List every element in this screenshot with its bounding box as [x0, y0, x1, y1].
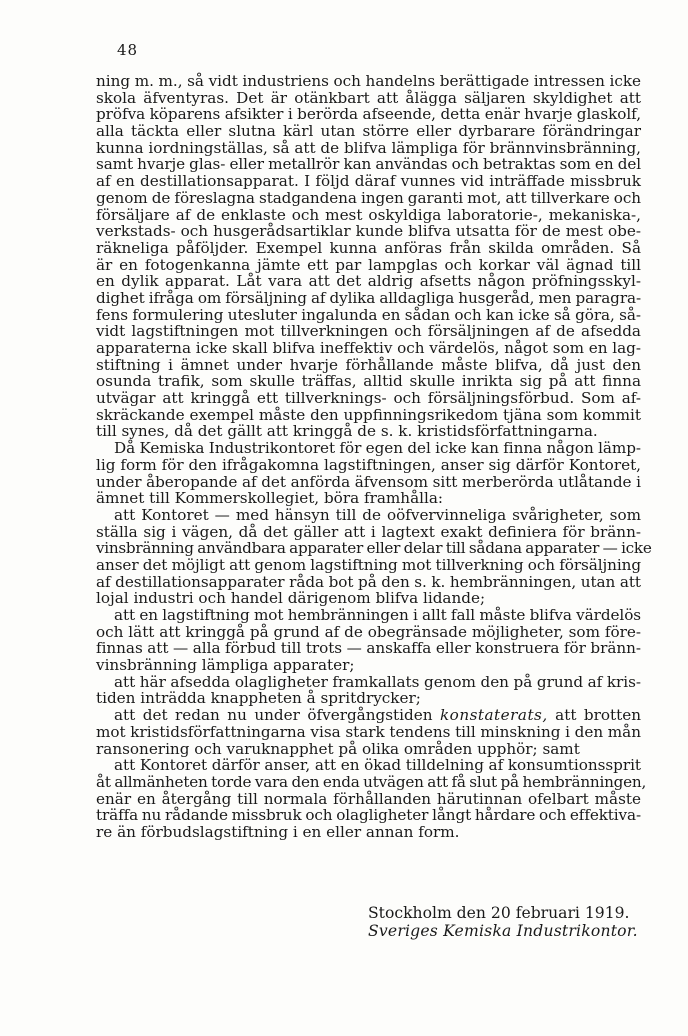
text-line: dighet ifråga om försäljning af dylika alldagliga husgeråd, men paragra-: [96, 288, 641, 307]
text-line: åt allmänheten torde vara den enda utvägen att få slut på hembränningen,: [96, 772, 647, 791]
text-line: osunda trafik, som skulle träffas, alltid skulle inrikta sig på att finna: [96, 372, 641, 391]
text-line: under åberopande af det anförda äfvensom sitt merberörda utlåtande i: [96, 472, 641, 491]
text-line: ämnet till Kommerskollegiet, böra framhålla:: [96, 489, 444, 508]
body-text: [96, 72, 652, 841]
text-line: att Kontoret därför anser, att en ökad tilldelning af konsumtionssprit: [114, 756, 641, 775]
text-line: att här afsedda olagligheter framkallats genom den på grund af kris-: [114, 672, 641, 691]
text-line: stiftning i ämnet under hvarje förhållande måste blifva, då just den: [96, 355, 641, 374]
text-line: tiden inträdda knappheten å spritdrycker;: [96, 689, 421, 708]
emphasized-word: konstaterats,: [439, 706, 548, 725]
text-line: räkneliga påföljder. Exempel kunna anföras från skilda områden. Så: [96, 238, 641, 257]
text-line: mot kristidsförfattningarna visa stark tendens till minskning i den mån: [96, 722, 641, 741]
text-line: lojal industri och handel därigenom blifva lidande;: [96, 589, 486, 608]
signature-place-date: Stockholm den 20 februari 1919.: [368, 904, 630, 922]
text-line: enär en återgång till normala förhållanden härutinnan ofelbart måste: [96, 789, 641, 808]
text-line: alla täckta eller slutna kärl utan större eller dyrbarare förändringar: [96, 122, 641, 141]
signature-organization: Sveriges Kemiska Industrikontor.: [368, 922, 638, 940]
text-line: ning m. m., så vidt industriens och handelns berättigade intressen icke: [96, 72, 641, 90]
text-line: anser det möjligt att genom lagstiftning mot tillverkning och försäljning: [96, 555, 641, 574]
text-line: verkstads- och husgerådsartiklar kunde blifva utsatta för de mest obe-: [96, 222, 641, 241]
text-line: pröfva köparens afsikter i berörda afseende, detta enär hvarje glaskolf,: [96, 105, 641, 124]
text-line: apparaterna icke skall blifva ineffektiv och värdelös, något som en lag-: [96, 339, 641, 357]
text-line: ransonering och varuknapphet på olika områden upphör; samt: [96, 739, 580, 758]
text-line: vinsbränning lämpliga apparater;: [96, 656, 355, 675]
text-line: utvägar att kringgå ett tillverknings- och försäljningsförbud. Som af-: [96, 389, 641, 408]
text-segment: att brotten: [555, 706, 642, 725]
text-line: [96, 707, 641, 724]
text-line: en dylik apparat. Låt vara att det aldrig afsetts någon pröfningsskyl-: [96, 272, 641, 291]
page-number: 48: [117, 41, 139, 59]
text-line: är en fotogenkanna jämte ett par lampglas och korkar väl ägnad till: [96, 255, 641, 274]
signature-block: [368, 904, 638, 940]
text-line: vinsbränning användbara apparater eller delar till sådana apparater — icke: [96, 539, 652, 558]
text-line: att en lagstiftning mot hembränningen i allt fall måste blifva värdelös: [114, 606, 641, 624]
text-line: fens formulering utesluter ingalunda en sådan och kan icke så göra, så-: [96, 305, 641, 324]
text-line: af destillationsapparater råda bot på den s. k. hembränningen, utan att: [96, 572, 641, 591]
text-segment: att det redan nu under öfvergångstiden: [114, 706, 433, 725]
text-line: genom de föreslagna stadgandena ingen garanti mot, att tillverkare och: [96, 188, 641, 207]
text-line: skräckande exempel måste den uppfinningsrikedom tjäna som kommit: [96, 405, 641, 424]
text-line: vidt lagstiftningen mot tillverkningen och försäljningen af de afsedda: [96, 322, 641, 341]
text-line: träffa nu rådande missbruk och olagligheter långt hårdare och effektiva-: [96, 806, 641, 825]
text-line: finnas att — alla förbud till trots — anskaffa eller konstruera för bränn-: [96, 639, 641, 658]
text-line: lig form för den ifrågakomna lagstiftningen, anser sig därför Kontoret,: [96, 455, 641, 474]
text-line: re än förbudslagstiftning i en eller annan form.: [96, 822, 460, 841]
text-line: försäljare af de enklaste och mest oskyldiga laboratorie-, mekaniska-,: [96, 205, 641, 224]
text-line: och lätt att kringgå på grund af de obegränsade möjligheter, som före-: [96, 622, 641, 641]
text-line: kunna iordningställas, så att de blifva lämpliga för brännvinsbränning,: [96, 138, 641, 157]
text-line: af en destillationsapparat. I följd däraf vunnes vid inträffade missbruk: [96, 172, 641, 191]
text-line: samt hvarje glas- eller metallrör kan användas och betraktas som en del: [96, 155, 641, 174]
text-line: skola äfventyras. Det är otänkbart att ålägga säljaren skyldighet att: [96, 88, 641, 107]
text-line: Då Kemiska Industrikontoret för egen del icke kan finna någon lämp-: [114, 439, 641, 458]
text-line: ställa sig i vägen, då det gäller att i lagtext exakt definiera för bränn-: [96, 522, 641, 541]
text-line: till synes, då det gällt att kringgå de s. k. kristidsförfattningarna.: [96, 422, 598, 441]
text-line: att Kontoret — med hänsyn till de oöfvervinneliga svårigheter, som: [114, 505, 641, 524]
